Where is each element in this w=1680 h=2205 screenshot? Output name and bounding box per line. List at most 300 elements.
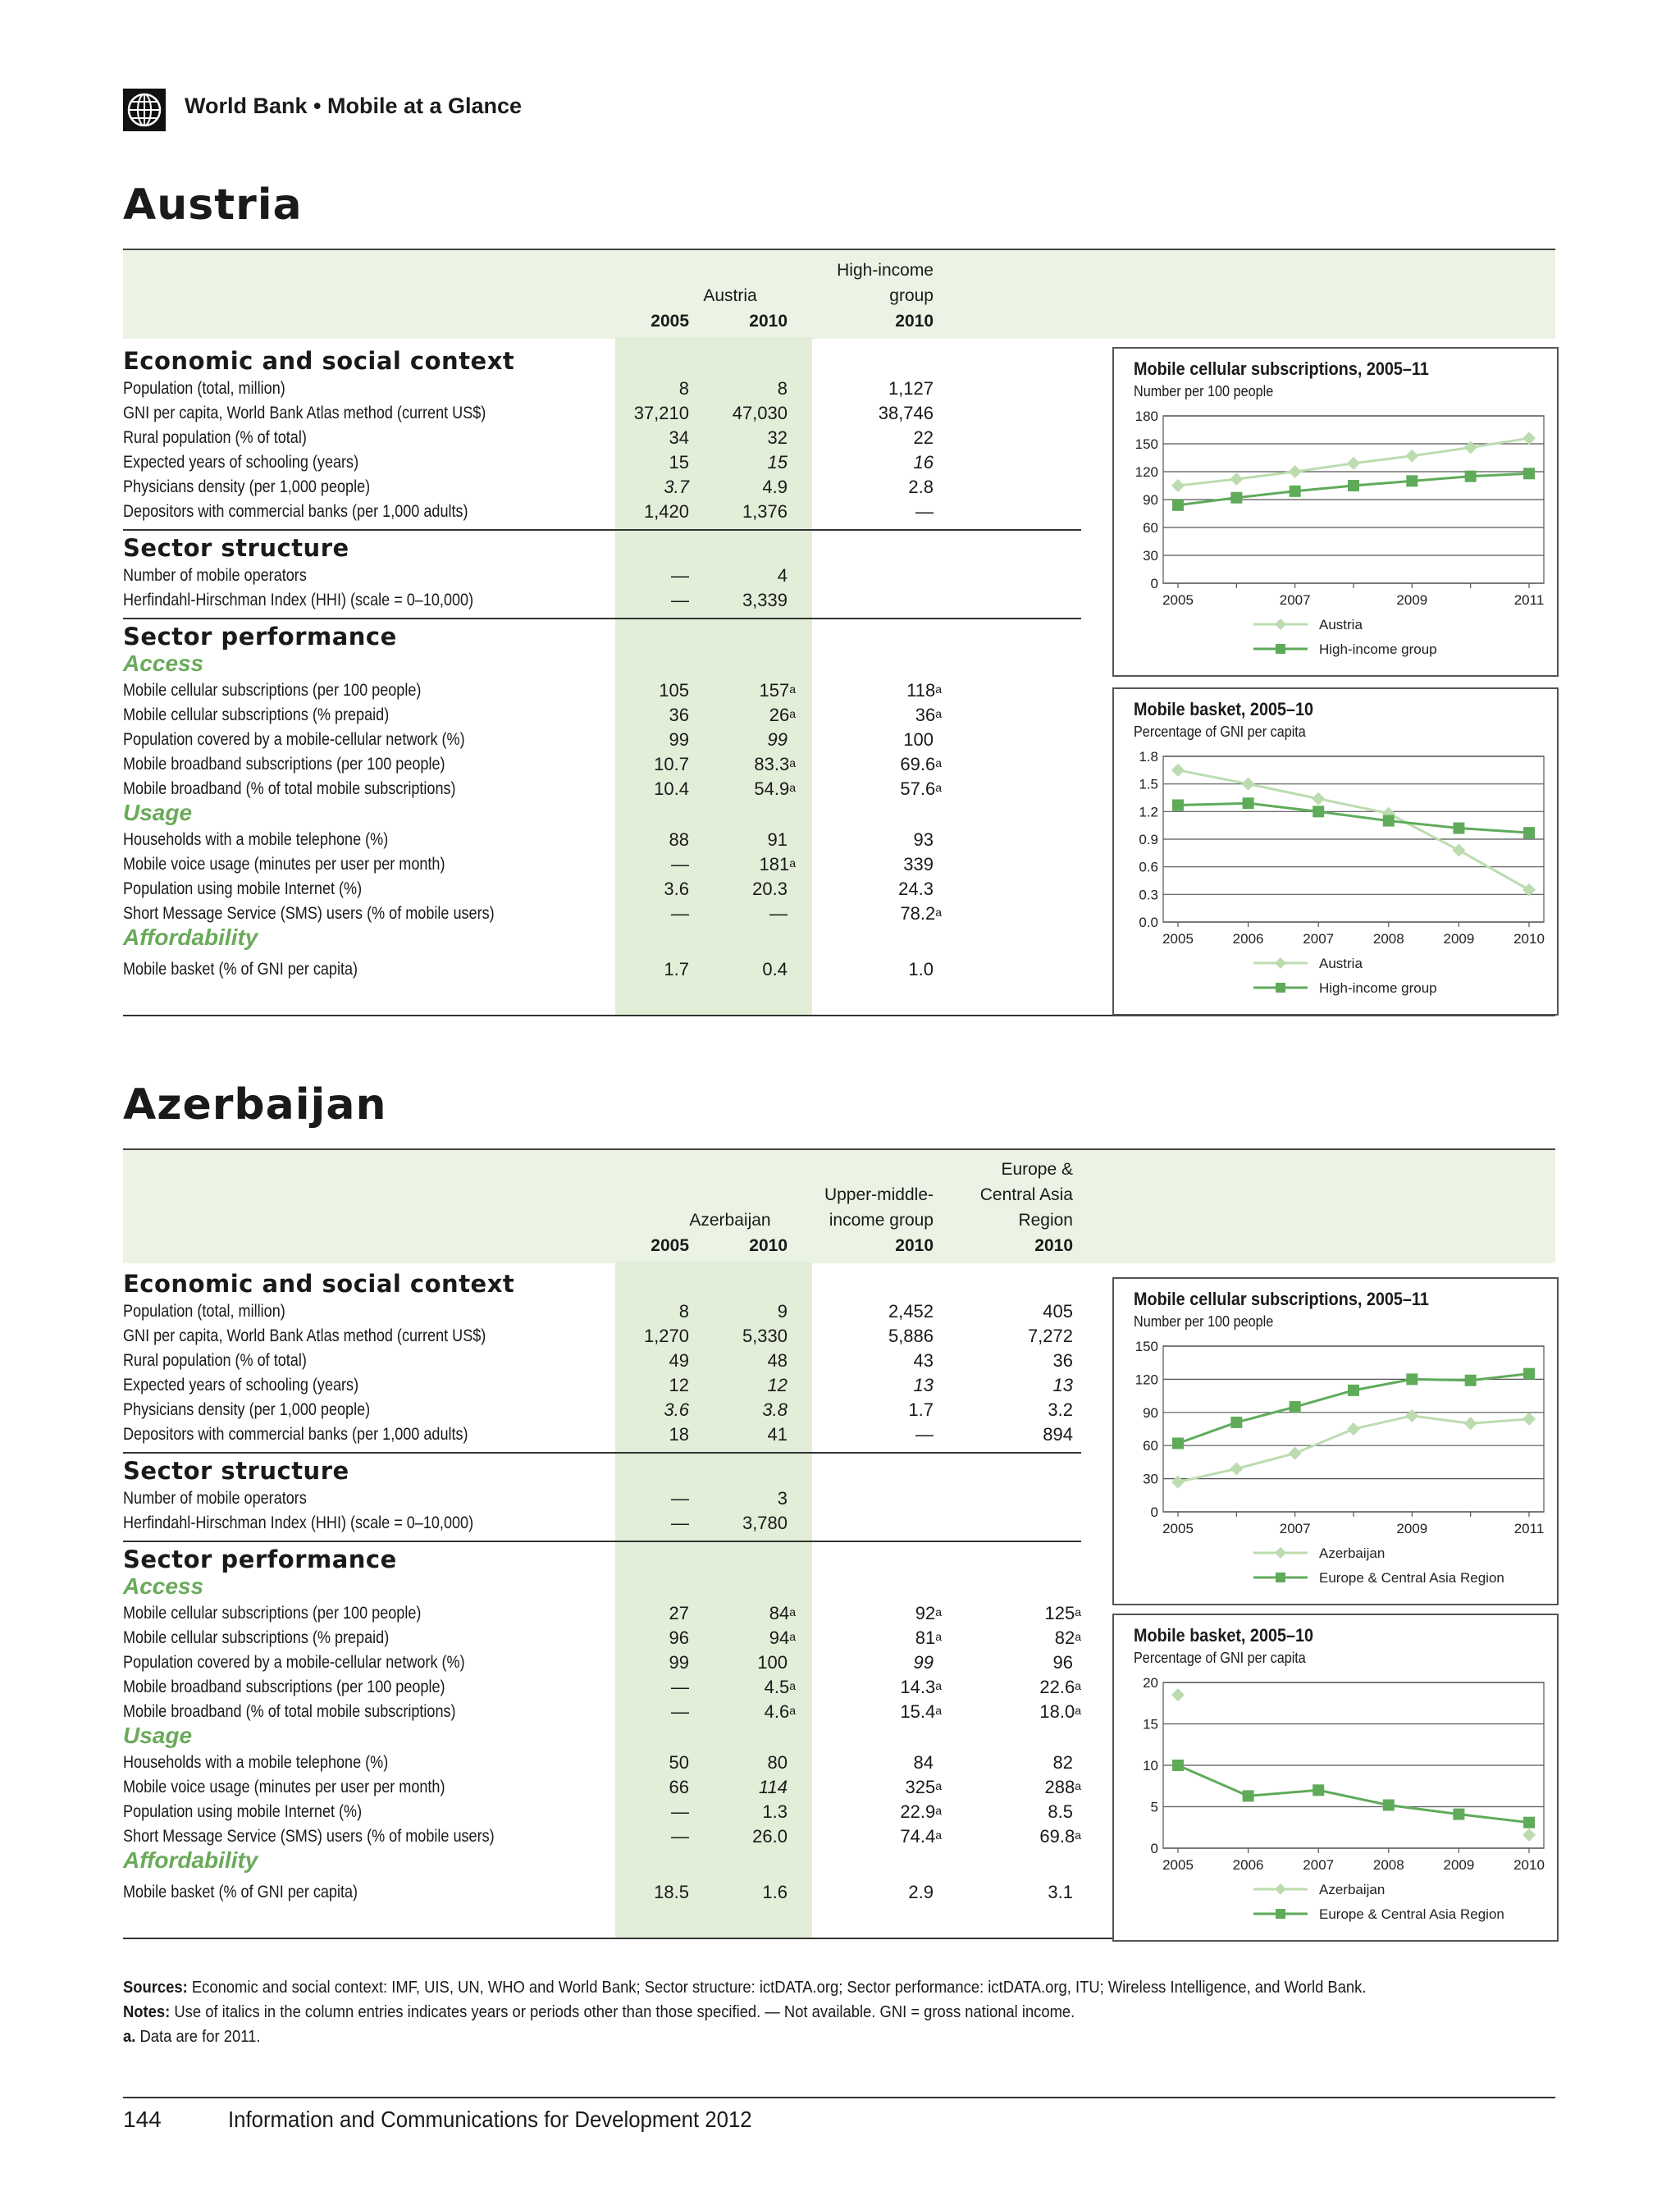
- y-tick-label: 120: [1134, 464, 1158, 480]
- data-point-diamond: [1405, 450, 1418, 463]
- x-tick-label: 2005: [1162, 1521, 1194, 1536]
- footnote-marker: a: [935, 1679, 942, 1692]
- data-cell: [673, 500, 788, 524]
- cell-value: 3.1: [1048, 1882, 1073, 1902]
- data-point-square: [1172, 799, 1184, 810]
- data-point-diamond: [1289, 465, 1302, 478]
- legend-label: Azerbaijan: [1319, 1882, 1386, 1897]
- y-tick-label: 5: [1150, 1799, 1158, 1815]
- row-label: Physicians density (per 1,000 people): [123, 1400, 371, 1419]
- cell-value: 1,270: [643, 1326, 689, 1346]
- data-cell: [681, 777, 796, 801]
- data-point-square: [1465, 1375, 1477, 1386]
- data-cell: [681, 678, 796, 703]
- row-label: Mobile broadband (% of total mobile subscriptions): [123, 1702, 456, 1721]
- subheading-access: Access: [123, 651, 204, 676]
- x-tick-label: 2005: [1162, 1857, 1194, 1873]
- data-point-square: [1523, 1817, 1535, 1828]
- row-label: GNI per capita, World Bank Atlas method (current US$): [123, 404, 486, 422]
- data-cell: [673, 1511, 788, 1536]
- footnote-marker: a: [935, 756, 942, 769]
- data-point-square: [1383, 1799, 1395, 1810]
- legend-marker: [1275, 1547, 1286, 1559]
- data-cell: [673, 957, 788, 982]
- data-cell: [958, 1398, 1073, 1422]
- footnote-marker: a: [789, 682, 796, 696]
- legend-marker: [1275, 957, 1286, 969]
- data-point-diamond: [1464, 1417, 1477, 1430]
- cell-value: 26.0: [752, 1826, 788, 1847]
- data-cell: [574, 777, 689, 801]
- cell-value: 22.6: [1039, 1677, 1075, 1697]
- chart-panel: [1112, 1614, 1559, 1942]
- cell-value: 34: [669, 427, 689, 448]
- data-point-square: [1312, 806, 1324, 817]
- data-cell: [827, 777, 942, 801]
- data-cell: [819, 1324, 934, 1349]
- cell-value: 3,339: [742, 590, 788, 610]
- data-cell: [574, 475, 689, 500]
- legend-label: Austria: [1319, 617, 1363, 632]
- data-cell: [819, 1751, 934, 1775]
- data-cell: [673, 475, 788, 500]
- running-header: World Bank • Mobile at a Glance: [185, 94, 523, 118]
- row-label: Households with a mobile telephone (%): [123, 1753, 389, 1772]
- data-point-square: [1348, 480, 1359, 491]
- line-chart: [1114, 1279, 1557, 1604]
- cell-value: 24.3: [898, 879, 934, 899]
- y-tick-label: 180: [1134, 409, 1158, 424]
- data-cell: [673, 426, 788, 450]
- data-cell: [958, 1373, 1073, 1398]
- data-cell: [827, 1626, 942, 1650]
- data-cell: [574, 1299, 689, 1324]
- data-point-square: [1523, 468, 1535, 479]
- cell-value: 1,376: [742, 501, 788, 522]
- data-cell: [673, 450, 788, 475]
- series-line: [1178, 803, 1529, 833]
- data-cell: [574, 1751, 689, 1775]
- section-heading-context: Economic and social context: [123, 1270, 515, 1298]
- data-cell: [958, 1880, 1073, 1905]
- cell-value: —: [671, 854, 689, 874]
- data-point-diamond: [1522, 431, 1536, 445]
- chart-title: Mobile basket, 2005–10: [1134, 1625, 1314, 1646]
- column-group-2: Upper-middle- income group: [824, 1185, 934, 1230]
- column-group-2: High-income group: [837, 261, 934, 305]
- data-point-square: [1243, 1790, 1254, 1801]
- subheading-affordability: Affordability: [123, 924, 258, 950]
- data-point-diamond: [1230, 472, 1243, 486]
- cell-value: 8: [678, 1301, 689, 1322]
- cell-value: 49: [669, 1350, 689, 1371]
- cell-value: 32: [767, 427, 788, 448]
- data-point-diamond: [1464, 441, 1477, 454]
- cell-value: 84: [913, 1752, 934, 1773]
- data-point-diamond: [1405, 1409, 1418, 1422]
- data-cell: [574, 1700, 689, 1724]
- footnote-marker: a: [789, 1630, 796, 1643]
- row-label: Short Message Service (SMS) users (% of mobile users): [123, 904, 495, 923]
- cell-value: 8.5: [1048, 1801, 1073, 1822]
- data-point-diamond: [1289, 1447, 1302, 1460]
- y-tick-label: 1.8: [1139, 749, 1158, 765]
- legend-label: Europe & Central Asia Region: [1319, 1570, 1504, 1586]
- y-tick-label: 30: [1143, 1471, 1158, 1487]
- cell-value: —: [671, 903, 689, 924]
- y-tick-label: 1.2: [1139, 804, 1158, 820]
- data-point-square: [1230, 492, 1242, 504]
- data-cell: [819, 877, 934, 902]
- cell-value: 1,127: [888, 378, 934, 399]
- row-label: Mobile voice usage (minutes per user per month): [123, 1778, 445, 1796]
- legend-marker: [1276, 1909, 1285, 1919]
- cell-value: 181: [759, 854, 790, 874]
- data-point-square: [1523, 827, 1535, 838]
- data-cell: [574, 828, 689, 852]
- cell-value: 14.3: [900, 1677, 936, 1697]
- data-cell: [574, 877, 689, 902]
- cell-value: 13: [1052, 1375, 1073, 1395]
- data-point-square: [1348, 1385, 1359, 1396]
- section-rule: [123, 1541, 1081, 1542]
- cell-value: 118: [906, 680, 936, 701]
- cell-value: 94: [769, 1628, 790, 1648]
- data-cell: [819, 1349, 934, 1373]
- chart-panel: [1112, 347, 1559, 677]
- cell-value: 47,030: [732, 403, 788, 423]
- cell-value: 41: [767, 1424, 788, 1445]
- cell-value: —: [671, 1826, 689, 1847]
- column-year-2: 2010: [895, 1236, 934, 1255]
- x-tick-label: 2009: [1396, 1521, 1428, 1536]
- row-label: Mobile cellular subscriptions (% prepaid): [123, 705, 390, 724]
- data-cell: [574, 902, 689, 926]
- cell-value: 18.0: [1039, 1701, 1075, 1722]
- cell-value: 38,746: [878, 403, 934, 423]
- data-cell: [966, 1626, 1081, 1650]
- row-label: Population using mobile Internet (%): [123, 879, 363, 898]
- row-label: Population covered by a mobile-cellular network (%): [123, 730, 465, 749]
- y-tick-label: 0: [1150, 1841, 1158, 1856]
- data-cell: [819, 500, 934, 524]
- data-cell: [574, 377, 689, 401]
- data-cell: [673, 1800, 788, 1824]
- data-cell: [819, 1650, 934, 1675]
- x-tick-label: 2010: [1513, 931, 1545, 947]
- y-tick-label: 90: [1143, 1404, 1158, 1421]
- cell-value: 48: [767, 1350, 788, 1371]
- cell-value: 80: [767, 1752, 788, 1773]
- cell-value: 5,886: [888, 1326, 934, 1346]
- x-tick-label: 2007: [1279, 592, 1311, 608]
- data-cell: [681, 852, 796, 877]
- subheading-affordability: Affordability: [123, 1847, 258, 1873]
- footnote-marker: a: [935, 1605, 942, 1618]
- data-cell: [819, 377, 934, 401]
- y-tick-label: 20: [1143, 1675, 1158, 1691]
- data-point-diamond: [1171, 1476, 1185, 1489]
- cell-value: 3: [777, 1488, 788, 1509]
- row-label: Physicians density (per 1,000 people): [123, 477, 371, 496]
- legend-marker: [1275, 619, 1286, 630]
- data-point-square: [1453, 823, 1464, 834]
- y-tick-label: 30: [1143, 548, 1158, 564]
- data-point-square: [1406, 1373, 1418, 1385]
- data-cell: [574, 1800, 689, 1824]
- chart-title: Mobile cellular subscriptions, 2005–11: [1134, 1289, 1429, 1309]
- cell-value: 3.8: [762, 1399, 788, 1420]
- row-label: Depositors with commercial banks (per 1,000 adults): [123, 1425, 468, 1444]
- cell-value: —: [671, 590, 689, 610]
- row-label: Expected years of schooling (years): [123, 1376, 359, 1395]
- cell-value: —: [671, 1513, 689, 1533]
- cell-value: 69.6: [900, 754, 936, 774]
- legend-marker: [1275, 1883, 1286, 1895]
- data-cell: [673, 1373, 788, 1398]
- data-cell: [958, 1324, 1073, 1349]
- data-cell: [958, 1422, 1073, 1447]
- cell-value: 1.7: [664, 959, 689, 979]
- footnote-marker: a: [935, 1704, 942, 1717]
- footnote-marker: a: [935, 906, 942, 919]
- data-point-square: [1172, 500, 1184, 511]
- data-cell: [673, 877, 788, 902]
- cell-value: 91: [767, 829, 788, 850]
- cell-value: 81: [915, 1628, 936, 1648]
- cell-value: 16: [913, 452, 934, 472]
- data-point-square: [1383, 815, 1395, 827]
- cell-value: 88: [669, 829, 689, 850]
- cell-value: 93: [913, 829, 934, 850]
- data-cell: [574, 588, 689, 613]
- cell-value: 74.4: [900, 1826, 936, 1847]
- y-tick-label: 0.9: [1139, 832, 1158, 847]
- data-point-square: [1172, 1438, 1184, 1449]
- data-cell: [958, 1349, 1073, 1373]
- legend-label: Azerbaijan: [1319, 1545, 1386, 1561]
- x-tick-label: 2009: [1443, 1857, 1475, 1873]
- row-label: Rural population (% of total): [123, 1351, 307, 1370]
- data-cell: [827, 1700, 942, 1724]
- cell-value: 8: [678, 378, 689, 399]
- footnote-marker: a: [935, 781, 942, 794]
- footnote-marker: a: [935, 1630, 942, 1643]
- y-tick-label: 0: [1150, 1504, 1158, 1520]
- x-tick-label: 2010: [1513, 1857, 1545, 1873]
- data-point-diamond: [1242, 778, 1255, 791]
- cell-value: —: [671, 1701, 689, 1722]
- chart-subtitle: Percentage of GNI per capita: [1134, 1650, 1306, 1666]
- footnote-marker: a: [789, 1679, 796, 1692]
- cell-value: 4.9: [762, 477, 788, 497]
- cell-value: 20.3: [752, 879, 788, 899]
- data-cell: [827, 703, 942, 728]
- footnote-marker: a: [789, 707, 796, 720]
- data-cell: [574, 728, 689, 752]
- legend-label: High-income group: [1319, 641, 1437, 657]
- cell-value: 125: [1044, 1603, 1075, 1623]
- row-label: GNI per capita, World Bank Atlas method (current US$): [123, 1326, 486, 1345]
- cell-value: 5,330: [742, 1326, 788, 1346]
- data-cell: [681, 1675, 796, 1700]
- y-tick-label: 10: [1143, 1758, 1158, 1774]
- cell-value: 1.7: [908, 1399, 934, 1420]
- data-cell: [673, 401, 788, 426]
- data-cell: [673, 1486, 788, 1511]
- data-cell: [574, 1601, 689, 1626]
- chart-panel: [1112, 687, 1559, 1016]
- data-cell: [819, 450, 934, 475]
- cell-value: 1.6: [762, 1882, 788, 1902]
- column-year-3: 2010: [1034, 1236, 1073, 1255]
- cell-value: 3.7: [664, 477, 689, 497]
- legend-marker: [1276, 1573, 1285, 1582]
- data-cell: [574, 401, 689, 426]
- column-year-1: 2010: [749, 312, 788, 331]
- footnote-marker: a: [789, 856, 796, 870]
- data-cell: [827, 1775, 942, 1800]
- data-cell: [673, 1880, 788, 1905]
- y-tick-label: 150: [1134, 436, 1158, 452]
- row-label: Mobile cellular subscriptions (% prepaid): [123, 1628, 390, 1647]
- subheading-usage: Usage: [123, 800, 193, 825]
- notes-note: Notes: Use of italics in the column entries indicates years or periods other than those specified. — Not available. GNI = gross national income.: [123, 2003, 1075, 2021]
- x-tick-label: 2011: [1513, 592, 1545, 608]
- cell-value: 4: [777, 565, 788, 586]
- line-chart: [1114, 1615, 1557, 1940]
- chart-panel: [1112, 1277, 1559, 1605]
- data-cell: [673, 1349, 788, 1373]
- column-year-0: 2005: [651, 312, 689, 331]
- y-tick-label: 120: [1134, 1372, 1158, 1388]
- cell-value: 22: [913, 427, 934, 448]
- data-cell: [819, 1880, 934, 1905]
- chart-title: Mobile cellular subscriptions, 2005–11: [1134, 358, 1429, 379]
- cell-value: 96: [669, 1628, 689, 1648]
- data-point-diamond: [1522, 1413, 1536, 1426]
- cell-value: 10.7: [654, 754, 689, 774]
- x-tick-label: 2011: [1513, 1521, 1545, 1536]
- row-label: Population (total, million): [123, 379, 285, 398]
- column-year-2: 2010: [895, 312, 934, 331]
- sources-note: Sources: Economic and social context: IMF, UIS, UN, WHO and World Bank; Sector structure: ictDATA.org; Sector performance: ictDATA.org, ITU; Wireless Intelligence, and World Bank.: [123, 1979, 1367, 1997]
- y-tick-label: 90: [1143, 492, 1158, 508]
- y-tick-label: 0.0: [1139, 915, 1158, 930]
- data-cell: [966, 1601, 1081, 1626]
- cell-value: 325: [905, 1777, 936, 1797]
- data-cell: [673, 1422, 788, 1447]
- cell-value: 12: [767, 1375, 788, 1395]
- data-cell: [681, 752, 796, 777]
- cell-value: 9: [777, 1301, 788, 1322]
- footnote-marker: a: [1075, 1630, 1081, 1643]
- section-rule: [123, 529, 1081, 531]
- row-label: Mobile basket (% of GNI per capita): [123, 1883, 358, 1901]
- row-label: Population (total, million): [123, 1302, 285, 1321]
- data-point-square: [1312, 1784, 1324, 1796]
- footnote-marker: a: [935, 1779, 942, 1792]
- cell-value: 43: [913, 1350, 934, 1371]
- data-cell: [574, 752, 689, 777]
- cell-value: 100: [757, 1652, 788, 1673]
- cell-value: 15: [767, 452, 788, 472]
- country-title: Austria: [123, 180, 303, 230]
- data-cell: [966, 1824, 1081, 1849]
- chart-subtitle: Percentage of GNI per capita: [1134, 724, 1306, 740]
- row-label: Rural population (% of total): [123, 428, 307, 447]
- data-cell: [574, 957, 689, 982]
- row-label: Mobile broadband (% of total mobile subscriptions): [123, 779, 456, 798]
- row-label: Population covered by a mobile-cellular network (%): [123, 1653, 465, 1672]
- data-cell: [673, 728, 788, 752]
- data-cell: [574, 1349, 689, 1373]
- cell-value: 8: [777, 378, 788, 399]
- data-cell: [574, 1775, 689, 1800]
- row-label: Depositors with commercial banks (per 1,000 adults): [123, 502, 468, 521]
- y-tick-label: 15: [1143, 1716, 1158, 1732]
- data-point-diamond: [1171, 764, 1185, 777]
- x-tick-label: 2008: [1372, 1857, 1404, 1873]
- data-cell: [819, 401, 934, 426]
- data-cell: [958, 1800, 1073, 1824]
- section-heading-structure: Sector structure: [123, 534, 349, 562]
- data-point-square: [1290, 486, 1301, 497]
- footnote-marker: a: [789, 781, 796, 794]
- cell-value: 13: [913, 1375, 934, 1395]
- cell-value: 7,272: [1027, 1326, 1073, 1346]
- data-cell: [827, 752, 942, 777]
- cell-value: —: [915, 1424, 934, 1445]
- row-label: Herfindahl-Hirschman Index (HHI) (scale = 0–10,000): [123, 591, 474, 609]
- cell-value: 18.5: [654, 1882, 689, 1902]
- cell-value: 3,780: [742, 1513, 788, 1533]
- footnote-marker: a: [935, 682, 942, 696]
- data-cell: [966, 1675, 1081, 1700]
- data-cell: [673, 1299, 788, 1324]
- data-cell: [574, 1486, 689, 1511]
- cell-value: 18: [669, 1424, 689, 1445]
- data-point-diamond: [1312, 792, 1325, 806]
- legend-label: Austria: [1319, 956, 1363, 971]
- cell-value: 54.9: [754, 778, 790, 799]
- cell-value: 2.9: [908, 1882, 934, 1902]
- footnote-marker: a: [789, 1704, 796, 1717]
- cell-value: 894: [1043, 1424, 1073, 1445]
- cell-value: 96: [1052, 1652, 1073, 1673]
- data-cell: [681, 1626, 796, 1650]
- cell-value: 4.5: [764, 1677, 790, 1697]
- row-label: Short Message Service (SMS) users (% of mobile users): [123, 1827, 495, 1846]
- cell-value: —: [769, 903, 788, 924]
- y-tick-label: 60: [1143, 1438, 1158, 1454]
- footnote-marker: a: [1075, 1704, 1081, 1717]
- data-point-square: [1465, 471, 1477, 482]
- section-heading-context: Economic and social context: [123, 347, 515, 375]
- data-cell: [819, 1422, 934, 1447]
- cell-value: 2,452: [888, 1301, 934, 1322]
- footer-title: Information and Communications for Development 2012: [228, 2107, 752, 2132]
- cell-value: 157: [759, 680, 790, 701]
- legend-marker: [1276, 644, 1285, 654]
- data-cell: [673, 564, 788, 588]
- data-point-square: [1172, 1760, 1184, 1771]
- footnote-marker: a: [1075, 1779, 1081, 1792]
- row-label: Mobile voice usage (minutes per user per month): [123, 855, 445, 874]
- cell-value: 82: [1054, 1628, 1075, 1648]
- cell-value: 99: [913, 1652, 934, 1673]
- data-cell: [827, 1675, 942, 1700]
